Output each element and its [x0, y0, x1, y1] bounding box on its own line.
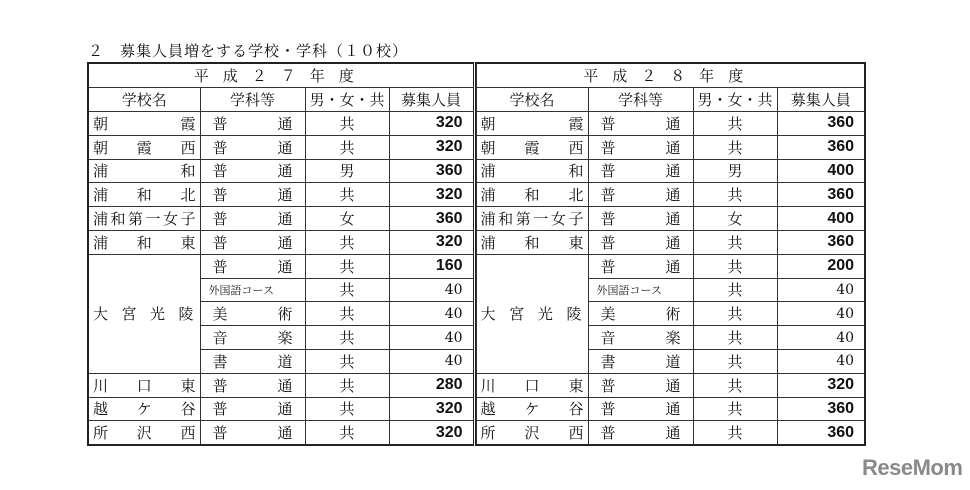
department: 音 楽 — [200, 326, 305, 350]
school-name: 浦 和 — [476, 159, 588, 183]
gender-type: 女 — [693, 207, 777, 231]
enrollment-count: 200 — [777, 254, 865, 278]
table-h28 — [476, 62, 867, 446]
gender-type: 共 — [693, 302, 777, 326]
school-name: 朝 霞 — [476, 112, 588, 136]
table-row — [476, 159, 865, 183]
table-h27 — [87, 62, 476, 446]
school-name: 越ケ谷 — [88, 397, 200, 421]
gender-type: 共 — [693, 326, 777, 350]
column-header-sex: 男・女・共 — [305, 88, 389, 112]
table-row — [88, 397, 474, 421]
department: 普 通 — [588, 159, 693, 183]
school-name: 所沢西 — [88, 421, 200, 445]
year-header-row — [88, 63, 474, 88]
column-header-school: 学校名 — [88, 88, 200, 112]
gender-type: 共 — [693, 135, 777, 159]
enrollment-count: 320 — [389, 230, 474, 254]
department: 音 楽 — [588, 326, 693, 350]
year-header: 平成２８年度 — [476, 63, 865, 88]
column-header-sex: 男・女・共 — [693, 88, 777, 112]
department: 美 術 — [200, 302, 305, 326]
enrollment-count: 360 — [777, 397, 865, 421]
department: 普 通 — [588, 230, 693, 254]
gender-type: 共 — [693, 230, 777, 254]
department: 普 通 — [588, 373, 693, 397]
enrollment-count: 320 — [389, 183, 474, 207]
gender-type: 共 — [693, 112, 777, 136]
gender-type: 共 — [693, 421, 777, 445]
department: 普 通 — [200, 112, 305, 136]
department: 普 通 — [588, 112, 693, 136]
department: 普 通 — [200, 397, 305, 421]
department: 普 通 — [200, 207, 305, 231]
gender-type: 共 — [693, 397, 777, 421]
enrollment-count: 160 — [389, 254, 474, 278]
enrollment-count: 40 — [389, 349, 474, 373]
school-name: 浦和第一女子 — [88, 207, 200, 231]
enrollment-count: 320 — [389, 112, 474, 136]
table-row — [88, 183, 474, 207]
table-row — [88, 159, 474, 183]
section-title: ２ 募集人員増をする学校・学科（１０校） — [88, 42, 409, 60]
school-name: 大宮光陵 — [476, 254, 588, 373]
column-header-count: 募集人員 — [777, 88, 865, 112]
column-header-dept: 学科等 — [200, 88, 305, 112]
year-header: 平成２７年度 — [88, 63, 474, 88]
gender-type: 共 — [305, 278, 389, 302]
gender-type: 共 — [305, 230, 389, 254]
gender-type: 共 — [305, 397, 389, 421]
department: 美 術 — [588, 302, 693, 326]
resemom-logo: ReseMom — [862, 455, 963, 480]
school-name: 川口東 — [88, 373, 200, 397]
school-name: 浦和第一女子 — [476, 207, 588, 231]
gender-type: 共 — [305, 421, 389, 445]
table-row — [476, 230, 865, 254]
school-name: 朝霞西 — [476, 135, 588, 159]
department: 普 通 — [200, 135, 305, 159]
enrollment-count: 320 — [389, 421, 474, 445]
enrollment-count: 360 — [777, 135, 865, 159]
department: 普 通 — [588, 135, 693, 159]
table-row — [88, 421, 474, 445]
gender-type: 共 — [693, 278, 777, 302]
enrollment-count: 40 — [777, 326, 865, 350]
table-row — [476, 207, 865, 231]
enrollment-count: 40 — [777, 349, 865, 373]
enrollment-tables — [87, 62, 866, 446]
enrollment-count: 360 — [777, 183, 865, 207]
enrollment-count: 40 — [777, 302, 865, 326]
enrollment-count: 360 — [777, 112, 865, 136]
enrollment-count: 320 — [777, 373, 865, 397]
gender-type: 男 — [693, 159, 777, 183]
column-header-dept: 学科等 — [588, 88, 693, 112]
table-row — [88, 135, 474, 159]
table-row — [476, 254, 865, 278]
gender-type: 男 — [305, 159, 389, 183]
gender-type: 共 — [305, 349, 389, 373]
enrollment-count: 400 — [777, 207, 865, 231]
column-header-row — [476, 88, 865, 112]
gender-type: 共 — [305, 183, 389, 207]
school-name: 浦和東 — [476, 230, 588, 254]
school-name: 浦和北 — [88, 183, 200, 207]
department: 外国語コース — [200, 278, 305, 302]
table-row — [476, 183, 865, 207]
table-row — [476, 397, 865, 421]
department: 普 通 — [588, 254, 693, 278]
year-header-row — [476, 63, 865, 88]
gender-type: 共 — [305, 302, 389, 326]
column-header-count: 募集人員 — [389, 88, 474, 112]
enrollment-count: 40 — [389, 326, 474, 350]
enrollment-count: 360 — [777, 230, 865, 254]
table-row — [476, 112, 865, 136]
gender-type: 共 — [305, 326, 389, 350]
department: 普 通 — [200, 373, 305, 397]
table-row — [88, 254, 474, 278]
school-name: 川口東 — [476, 373, 588, 397]
table-row — [476, 135, 865, 159]
school-name: 浦 和 — [88, 159, 200, 183]
department: 外国語コース — [588, 278, 693, 302]
department: 普 通 — [200, 254, 305, 278]
column-header-row — [88, 88, 474, 112]
department: 書 道 — [200, 349, 305, 373]
department: 普 通 — [588, 207, 693, 231]
enrollment-count: 320 — [389, 135, 474, 159]
enrollment-count: 40 — [389, 302, 474, 326]
table-row — [476, 421, 865, 445]
gender-type: 共 — [693, 373, 777, 397]
school-name: 所沢西 — [476, 421, 588, 445]
gender-type: 共 — [305, 135, 389, 159]
department: 普 通 — [200, 421, 305, 445]
department: 普 通 — [200, 230, 305, 254]
gender-type: 共 — [305, 373, 389, 397]
gender-type: 共 — [693, 183, 777, 207]
table-row — [88, 112, 474, 136]
enrollment-count: 360 — [777, 421, 865, 445]
enrollment-count: 360 — [389, 159, 474, 183]
gender-type: 共 — [305, 254, 389, 278]
gender-type: 共 — [305, 112, 389, 136]
department: 普 通 — [200, 159, 305, 183]
school-name: 浦和北 — [476, 183, 588, 207]
column-header-school: 学校名 — [476, 88, 588, 112]
table-row — [88, 373, 474, 397]
department: 普 通 — [200, 183, 305, 207]
enrollment-count: 360 — [389, 207, 474, 231]
enrollment-count: 320 — [389, 397, 474, 421]
table-row — [476, 373, 865, 397]
school-name: 朝 霞 — [88, 112, 200, 136]
department: 普 通 — [588, 183, 693, 207]
gender-type: 共 — [693, 349, 777, 373]
school-name: 浦和東 — [88, 230, 200, 254]
department: 普 通 — [588, 397, 693, 421]
school-name: 朝霞西 — [88, 135, 200, 159]
gender-type: 女 — [305, 207, 389, 231]
enrollment-count: 40 — [777, 278, 865, 302]
gender-type: 共 — [693, 254, 777, 278]
enrollment-count: 400 — [777, 159, 865, 183]
department: 書 道 — [588, 349, 693, 373]
table-row — [88, 207, 474, 231]
school-name: 大宮光陵 — [88, 254, 200, 373]
department: 普 通 — [588, 421, 693, 445]
enrollment-count: 40 — [389, 278, 474, 302]
enrollment-count: 280 — [389, 373, 474, 397]
school-name: 越ケ谷 — [476, 397, 588, 421]
table-row — [88, 230, 474, 254]
